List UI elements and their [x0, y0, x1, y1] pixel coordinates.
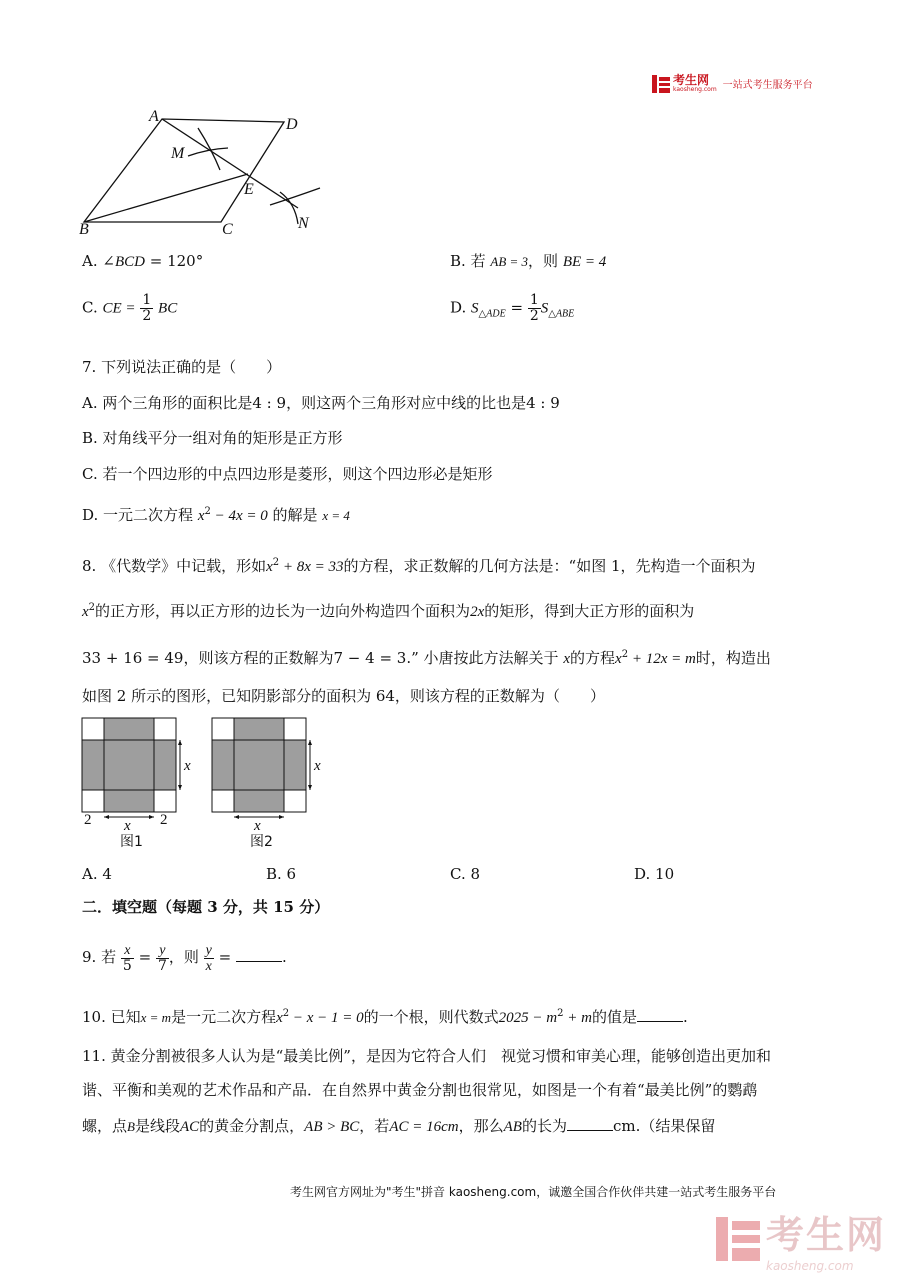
label-a: A [149, 108, 159, 125]
fig2-label-x-right: x [314, 758, 321, 774]
q7-option-d: D. 一元二次方程 $x^2 - 4x = 0$ 的解是 x = 4 [82, 506, 350, 524]
watermark-logo-icon [716, 1217, 760, 1261]
parallelogram-figure [70, 104, 330, 239]
q8-line-1: 8. 《代数学》中记载，形如$x^2 + 8x = 33$的方程，求正数解的几何方法是：“如图 1，先构造一个面积为 [82, 557, 756, 575]
q11-line-1: 11. 黄金分割被很多人认为是“最美比例”，是因为它符合人们 视觉习惯和审美心理，能够创造出更加和 [82, 1047, 771, 1065]
fig1-label-2-left: 2 [84, 812, 92, 828]
q8-figures [78, 712, 368, 852]
figure-2-squares [212, 718, 312, 819]
fig2-label-x-bottom: x [254, 818, 261, 834]
q8-line-3: 33 + 16 = 49，则该方程的正数解为7 − 4 = 3.” 小唐按此方法解关于 x的方程$x^2 + 12x = m$时，构造出 [82, 649, 771, 667]
arc-n-2 [270, 188, 320, 205]
q8-option-d: D. 10 [634, 865, 675, 883]
label-n: N [298, 215, 309, 232]
q8-line-2: $x^2$的正方形，再以正方形的边长为一边向外构造四个面积为2x的矩形，得到大正方形的面积为 [82, 602, 695, 620]
q8-option-a: A. 4 [82, 865, 112, 883]
fig2-caption: 图2 [250, 834, 273, 850]
q8-option-c: C. 8 [450, 865, 481, 883]
header-logo [652, 74, 813, 93]
q7-option-c: C. 若一个四边形的中点四边形是菱形，则这个四边形必是矩形 [82, 465, 493, 483]
brand-name: 考生网 kaosheng.com [673, 73, 717, 93]
footer-note: 考生网官方网址为"考生"拼音 kaosheng.com，诚邀全国合作伙伴共建一站式考生服务平台 [290, 1185, 777, 1199]
label-m: M [171, 145, 185, 162]
parallelogram-abcd [84, 119, 284, 222]
q6-option-d: D. $S_{\triangle ADE}$ = $\frac{1}{2}$ $S_{\triangle ABE}$ [450, 292, 575, 324]
q10: 10. 已知x = m是一元二次方程$x^2 - x - 1 = 0$的一个根，则代数式$2025 - m^2 + m$的值是 . [82, 1008, 688, 1026]
watermark-sub: kaosheng.com [766, 1259, 854, 1273]
q7-option-b: B. 对角线平分一组对角的矩形是正方形 [82, 429, 343, 447]
q6-option-c: C. CE = $\frac{1}{2}$ BC [82, 292, 178, 324]
watermark [716, 1204, 886, 1273]
brand-logo-icon [652, 75, 670, 93]
q6-option-a: A. ∠BCD = 120° [82, 252, 204, 270]
label-d: D [286, 116, 298, 133]
q11-line-3: 螺，点B是线段AC的黄金分割点，AB > BC，若AC = 16cm，那么AB的长为 cm.（结果保留 [82, 1117, 716, 1135]
q10-answer-blank[interactable] [637, 1007, 683, 1022]
q11-line-2: 谐、平衡和美观的艺术作品和产品．在自然界中黄金分割也很常见，如图是一个有着“最美比例”的鹦鹉 [82, 1081, 758, 1099]
fig1-label-x-right: x [184, 758, 191, 774]
q8-option-b: B. 6 [266, 865, 297, 883]
label-c: C [222, 221, 233, 238]
q8-line-4: 如图 2 所示的图形，已知阴影部分的面积为 64，则该方程的正数解为（ ） [82, 687, 605, 705]
fig1-label-x-bottom: x [124, 818, 131, 834]
q6-option-b: B. 若 AB = 3，则 BE = 4 [450, 252, 607, 270]
figure-1-squares [82, 718, 182, 819]
watermark-text: 考生网 [766, 1213, 887, 1257]
label-e: E [244, 181, 254, 198]
fig1-caption: 图1 [120, 834, 143, 850]
q7-stem: 7. 下列说法正确的是（ ） [82, 358, 282, 376]
label-b: B [79, 221, 89, 238]
q7-option-a: A. 两个三角形的面积比是4 : 9，则这两个三角形对应中线的比也是4 : 9 [82, 394, 560, 412]
fig1-label-2-right: 2 [160, 812, 168, 828]
q9: 9. 若 $\frac{x}{5}$ = $\frac{y}{7}$ ，则 $\frac{y}{x}$ = . [82, 942, 287, 974]
q11-answer-blank[interactable] [567, 1116, 613, 1131]
brand-slogan: 一站式考生服务平台 [722, 80, 813, 91]
q9-answer-blank[interactable] [236, 947, 282, 962]
line-be [84, 174, 248, 222]
section-2-heading: 二．填空题（每题 3 分，共 15 分） [82, 898, 330, 916]
